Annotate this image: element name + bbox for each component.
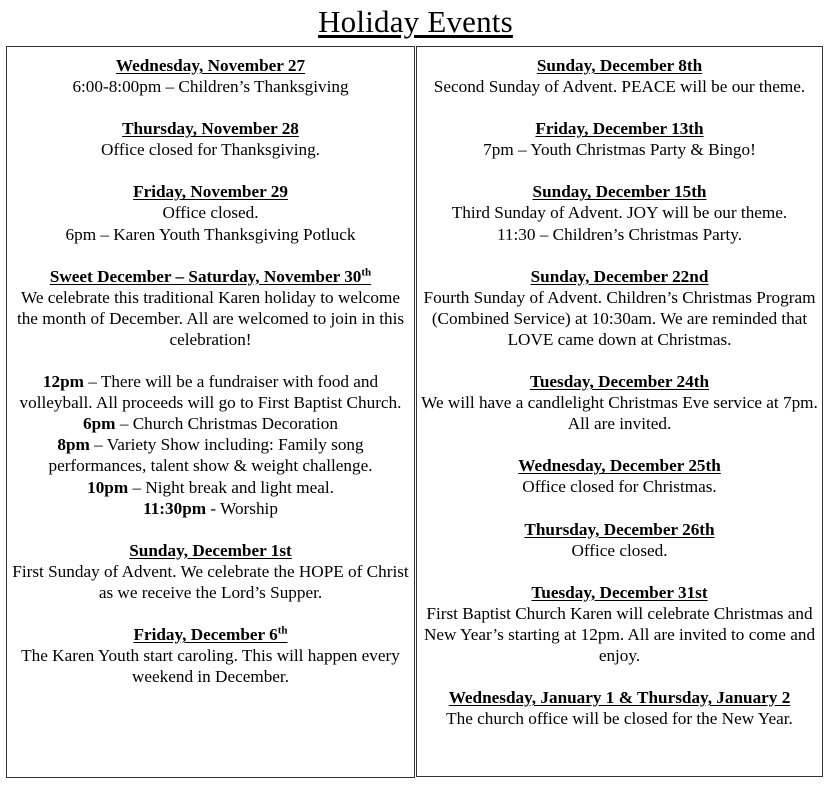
event-heading: Tuesday, December 24th bbox=[529, 372, 710, 392]
schedule-item bbox=[11, 434, 410, 476]
event-heading: Tuesday, December 31st bbox=[531, 582, 708, 602]
event-heading: Thursday, December 26th bbox=[524, 519, 715, 539]
heading-text: Friday, December 6 bbox=[133, 624, 278, 644]
schedule-text: – Church Christmas Decoration bbox=[115, 414, 338, 434]
event-heading: Friday, November 29 bbox=[133, 182, 288, 202]
page-title: Holiday Events bbox=[318, 4, 513, 39]
event-dec-1 bbox=[7, 540, 414, 603]
schedule-text: – Variety Show including: Family song performances, talent show & weight challenge. bbox=[48, 435, 373, 476]
heading-suffix: th bbox=[361, 265, 372, 278]
event-dec-26 bbox=[417, 519, 822, 561]
schedule-time: 11:30pm bbox=[143, 498, 207, 518]
event-detail: Third Sunday of Advent. JOY will be our theme. bbox=[451, 203, 788, 223]
event-dec-6 bbox=[7, 624, 414, 687]
event-jan-1-2 bbox=[417, 687, 822, 729]
event-heading: Sunday, December 8th bbox=[536, 56, 703, 75]
event-heading: Friday, December 13th bbox=[535, 119, 704, 139]
event-description: Office closed for Christmas. bbox=[522, 477, 717, 497]
event-dec-8 bbox=[417, 55, 822, 97]
event-description: First Baptist Church Karen will celebrate Christmas and New Year’s starting at 12pm. All are invited to come and enjoy. bbox=[423, 603, 816, 665]
schedule-text: – Night break and light meal. bbox=[128, 477, 334, 497]
event-description: We celebrate this traditional Karen holiday to welcome the month of December. All are welcomed to join in this celebration! bbox=[16, 287, 405, 349]
event-dec-22 bbox=[417, 266, 822, 350]
event-heading: Sunday, December 1st bbox=[129, 540, 292, 560]
heading-suffix: th bbox=[277, 624, 288, 637]
event-description: The church office will be closed for the New Year. bbox=[446, 709, 793, 729]
schedule-item bbox=[11, 498, 410, 519]
event-detail: 6pm – Karen Youth Thanksgiving Potluck bbox=[65, 224, 356, 244]
event-nov-29 bbox=[7, 181, 414, 244]
event-description: First Sunday of Advent. We celebrate the HOPE of Christ as we receive the Lord’s Supper. bbox=[12, 561, 409, 602]
schedule-item bbox=[11, 413, 410, 434]
event-description: 7pm – Youth Christmas Party & Bingo! bbox=[483, 140, 756, 160]
event-heading: Thursday, November 28 bbox=[122, 119, 299, 139]
event-detail: Office closed. bbox=[162, 203, 259, 223]
schedule-text: – There will be a fundraiser with food and volleyball. All proceeds will go to First Baptist Church. bbox=[19, 372, 402, 413]
event-dec-25 bbox=[417, 455, 822, 497]
event-dec-13 bbox=[417, 118, 822, 160]
event-schedule bbox=[7, 371, 414, 519]
event-detail: 11:30 – Children’s Christmas Party. bbox=[496, 224, 743, 244]
event-heading: Sunday, December 15th bbox=[532, 182, 707, 202]
schedule-item bbox=[11, 477, 410, 498]
event-description: Second Sunday of Advent. PEACE will be our theme. bbox=[433, 77, 806, 97]
schedule-time: 10pm bbox=[87, 477, 129, 497]
schedule-item bbox=[11, 371, 410, 413]
event-dec-24 bbox=[417, 371, 822, 434]
event-heading: Sunday, December 22nd bbox=[530, 266, 709, 286]
event-heading bbox=[11, 266, 410, 287]
event-sweet-december bbox=[7, 266, 414, 350]
schedule-time: 6pm bbox=[83, 414, 116, 434]
schedule-time: 12pm bbox=[42, 372, 84, 392]
event-detail: Office closed for Thanksgiving. bbox=[101, 140, 320, 160]
heading-text: Sweet December – Saturday, November 30 bbox=[49, 266, 362, 286]
event-description: We will have a candlelight Christmas Eve service at 7pm. All are invited. bbox=[421, 393, 818, 434]
event-description: Fourth Sunday of Advent. Children’s Christmas Program (Combined Service) at 10:30am. We are reminded that LOVE came down at Christmas. bbox=[423, 287, 816, 349]
schedule-text: - Worship bbox=[206, 498, 278, 518]
event-nov-28 bbox=[7, 118, 414, 160]
right-column bbox=[416, 46, 823, 777]
event-detail: 6:00-8:00pm – Children’s Thanksgiving bbox=[72, 77, 349, 97]
event-heading: Wednesday, November 27 bbox=[115, 56, 306, 75]
event-heading: Wednesday, January 1 & Thursday, January 2 bbox=[448, 688, 791, 708]
schedule-time: 8pm bbox=[57, 435, 90, 455]
event-nov-27 bbox=[7, 55, 414, 97]
event-dec-15 bbox=[417, 181, 822, 244]
event-dec-31 bbox=[417, 582, 822, 666]
event-heading: Wednesday, December 25th bbox=[518, 456, 721, 476]
left-column bbox=[6, 46, 415, 778]
event-heading bbox=[11, 624, 410, 645]
event-description: Office closed. bbox=[571, 540, 668, 560]
event-description: The Karen Youth start caroling. This will happen every weekend in December. bbox=[21, 646, 400, 687]
